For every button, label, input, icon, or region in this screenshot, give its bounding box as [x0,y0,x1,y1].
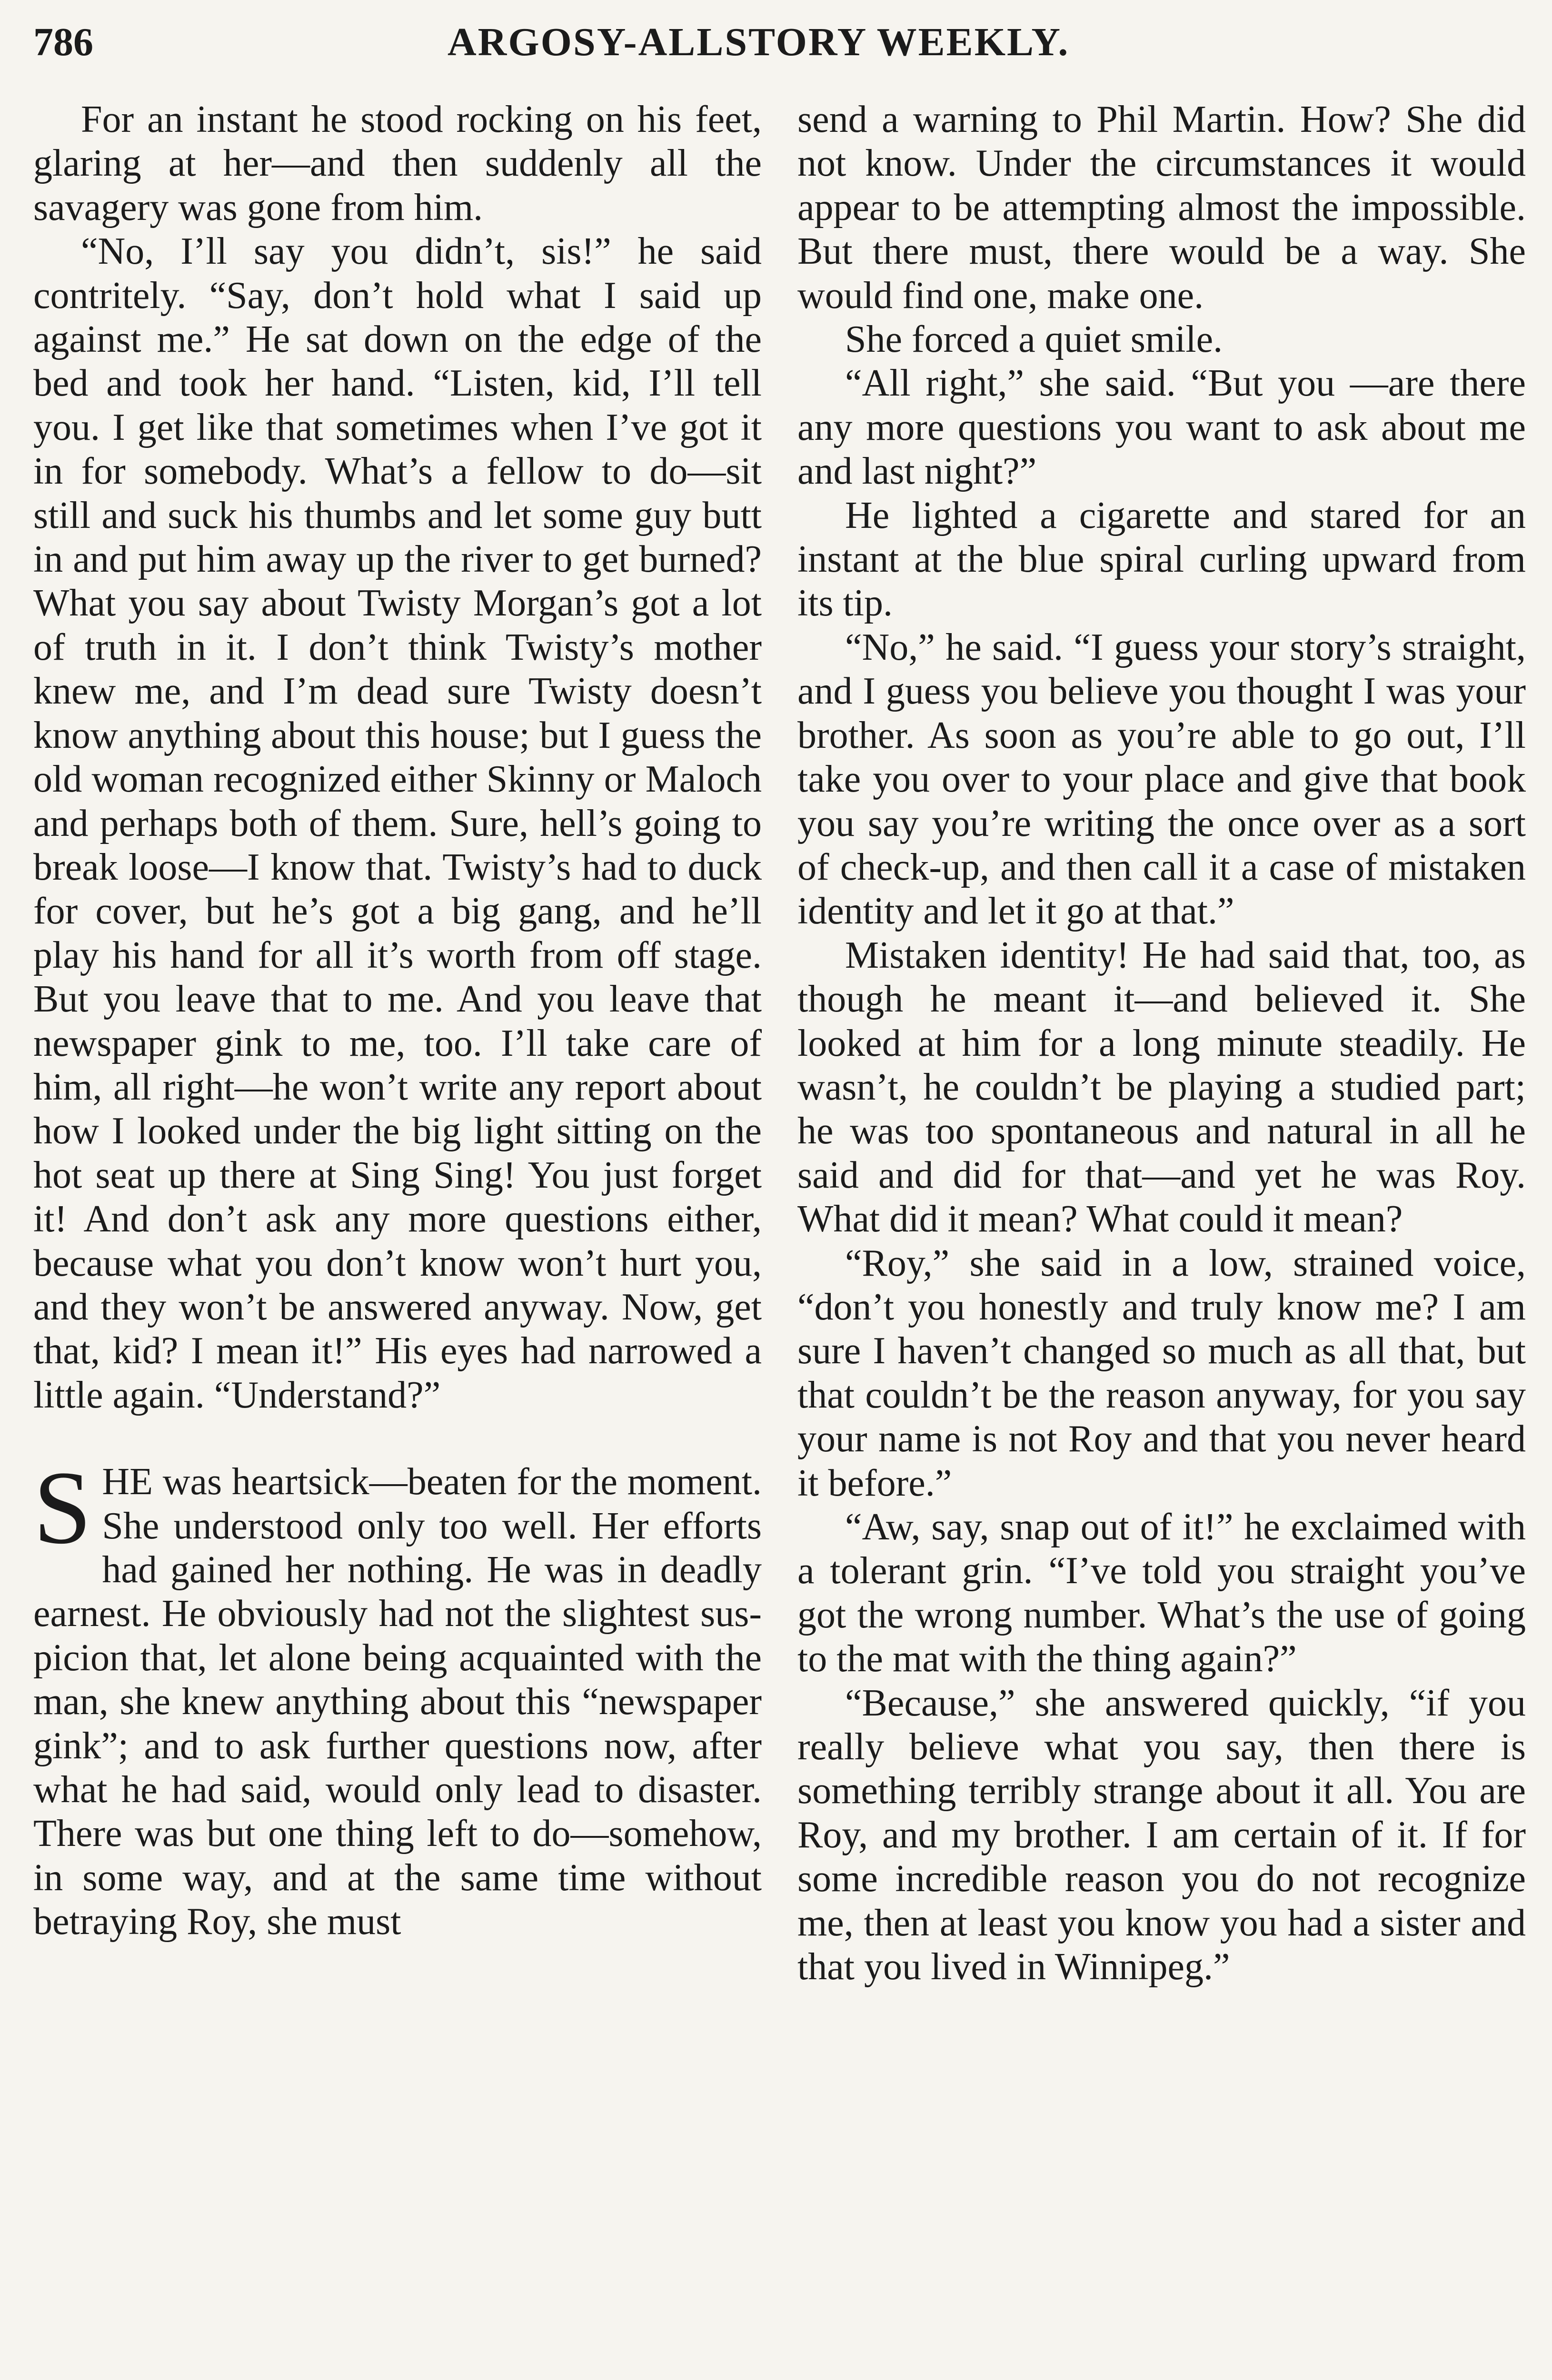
paragraph: send a warning to Phil Martin. How? She did not know. Under the circumstances it would appear to be attempting almost the impossible. But there must, there would be a way. She would find one, make one. [797,99,1526,317]
paragraph: “Roy,” she said in a low, strained voice, “don’t you honestly and truly know me? I am sure I haven’t changed so much as all that, but that couldn’t be the reason anyway, for you say your name is not Roy and that you never heard it before.” [797,1242,1526,1504]
right-column [797,98,1526,1989]
paragraph-with-drop-cap [33,1449,762,1944]
left-column [33,98,762,1944]
paragraph-text: HE was heartsick—beaten for the moment. She understood only too well. Her efforts had gained her nothing. He was in deadly earnest. He obviously had not the slightest suspicion that, let alone being acquainted with the man, she knew anything about this “newspaper gink”; and to ask further questions now, after what he had said, would only lead to disaster. There was but one thing left to do—somehow, in some way, and at the same time without betraying Roy, she must [33,1461,762,1943]
paragraph: For an instant he stood rocking on his feet, glaring at her—and then suddenly all the savagery was gone from him. [33,99,762,228]
paragraph: “Because,” she answered quickly, “if you really believe what you say, then there is something terribly strange about it all. You are Roy, and my brother. I am certain of it. If for some incredible reason you do not recognize me, then at least you know you had a sister and that you lived in Winnipeg.” [797,1682,1526,1988]
paragraph: “All right,” she said. “But you —are there any more questions you want to ask about me and last night?” [797,362,1526,493]
paragraph: He lighted a cigarette and stared for an instant at the blue spiral curling upward from its tip. [797,494,1526,625]
running-head: ARGOSY-ALLSTORY WEEKLY. [448,20,1070,64]
paragraph: “No,” he said. “I guess your story’s straight, and I guess you believe you thought I was your brother. As soon as you’re able to go out, I’ll take you over to your place and give that book you say you’re writing the once over as a sort of check-up, and then call it a case of mistaken identity and let it go at that.” [797,626,1526,932]
page-header [33,14,1523,76]
drop-cap: S [33,1449,92,1566]
paragraph: “No, I’ll say you didn’t, sis!” he said contritely. “Say, don’t hold what I said up against me.” He sat down on the edge of the bed and took her hand. “Listen, kid, I’ll tell you. I get like that sometimes when I’ve got it in for somebody. What’s a fellow to do—sit still and suck his thumbs and let some guy butt in and put him away up the river to get burned? What you say about Twisty Morgan’s got a lot of truth in it. I don’t think Twisty’s mother knew me, and I’m dead sure Twisty doesn’t know anything about this house; but I guess the old woman recognized either Skinny or Maloch and perhaps both of them. Sure, hell’s going to break loose—I know that. Twisty’s had to duck for cover, but he’s got a big gang, and he’ll play his hand for all it’s worth from off stage. But you leave that to me. And you leave that newspaper gink to me, too. I’ll take care of him, all right—he won’t write any report about how I looked under the big light sitting on the hot seat up there at Sing Sing! You just forget it! And don’t ask any more questions either, because what you don’t know won’t hurt you, and they won’t be answered anyway. Now, get that, kid? I mean it!” His eyes had narrowed a little again. “Understand?” [33,230,762,1416]
section-break [33,1417,762,1460]
paragraph: Mistaken identity! He had said that, too, as though he meant it—and believed it. She looked at him for a long minute steadily. He wasn’t, he couldn’t be playing a studied part; he was too spontaneous and natural in all he said and did for that—and yet he was Roy. What did it mean? What could it mean? [797,934,1526,1240]
paragraph: “Aw, say, snap out of it!” he exclaimed with a tolerant grin. “I’ve told you straight you’ve got the wrong number. What’s the use of going to the mat with the thing again?” [797,1506,1526,1680]
page-number: 786 [33,20,93,64]
paragraph: She forced a quiet smile. [845,318,1223,361]
